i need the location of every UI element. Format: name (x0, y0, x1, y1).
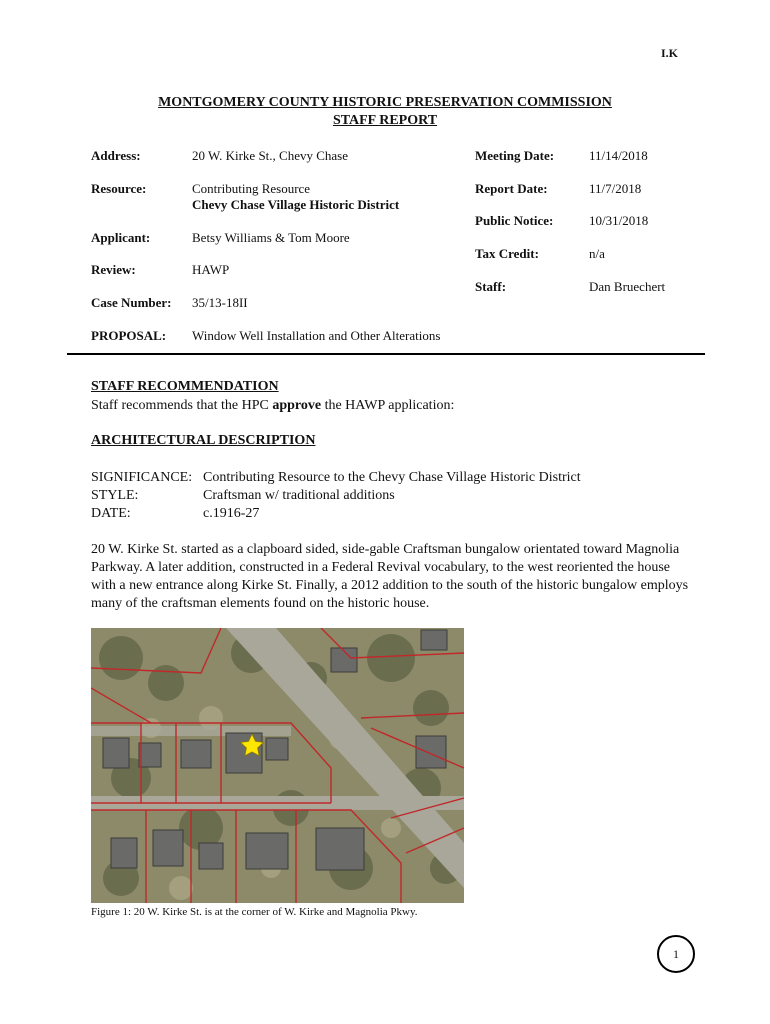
applicant-label: Applicant: (91, 230, 151, 245)
address-label: Address: (91, 148, 141, 163)
architectural-description-heading: ARCHITECTURAL DESCRIPTION (91, 433, 316, 448)
case-number-label: Case Number: (91, 295, 172, 310)
proposal-value: Window Well Installation and Other Alterations (192, 328, 441, 343)
resource-label: Resource: (91, 181, 147, 196)
staff-label: Staff: (475, 279, 507, 294)
style-value: Craftsman w/ traditional additions (203, 488, 395, 503)
staff-value: Dan Bruechert (589, 279, 666, 294)
review-value: HAWP (192, 262, 230, 277)
applicant-value: Betsy Williams & Tom Moore (192, 230, 350, 245)
staff-recommendation-heading: STAFF RECOMMENDATION (91, 379, 279, 394)
resource-district: Chevy Chase Village Historic District (192, 197, 400, 212)
case-number-value: 35/13-18II (192, 295, 248, 310)
meeting-date-value: 11/14/2018 (589, 148, 648, 163)
document-tag: I.K (660, 46, 678, 60)
proposal-label: PROPOSAL: (91, 328, 167, 343)
address-value: 20 W. Kirke St., Chevy Chase (192, 148, 348, 163)
date-label: DATE: (91, 506, 131, 521)
header-divider (67, 353, 705, 355)
report-date-label: Report Date: (475, 181, 548, 196)
style-label: STYLE: (91, 488, 139, 503)
approve-emphasis: approve (272, 398, 322, 413)
significance-value: Contributing Resource to the Chevy Chase Village Historic District (203, 470, 581, 485)
page-number: 1 (657, 935, 695, 973)
report-subtitle: STAFF REPORT (332, 113, 438, 128)
report-date-value: 11/7/2018 (589, 181, 642, 196)
tax-credit-label: Tax Credit: (475, 246, 539, 261)
staff-recommendation-text: Staff recommends that the HPC approve the HAWP application: (91, 398, 455, 413)
date-value: c.1916-27 (203, 506, 260, 521)
review-label: Review: (91, 262, 136, 277)
significance-label: SIGNIFICANCE: (91, 470, 193, 485)
tax-credit-value: n/a (589, 246, 605, 261)
resource-value: Contributing Resource (192, 181, 311, 196)
meeting-date-label: Meeting Date: (475, 148, 555, 163)
figure-caption: Figure 1: 20 W. Kirke St. is at the corner of W. Kirke and Magnolia Pkwy. (91, 906, 418, 918)
public-notice-label: Public Notice: (475, 213, 554, 228)
report-title: MONTGOMERY COUNTY HISTORIC PRESERVATION COMMISSION (158, 95, 612, 110)
description-paragraph: 20 W. Kirke St. started as a clapboard sided, side-gable Craftsman bungalow orientated toward Magnolia Parkway. A later addition, constructed in a Federal Revival vocabulary, to the west reoriented the house with a new entrance along Kirke St. Finally, a 2012 addition to the south of the historic bungalow employs many of the craftsman elements found on the historic house. (91, 542, 689, 611)
aerial-map (91, 628, 464, 903)
public-notice-value: 10/31/2018 (589, 213, 649, 228)
